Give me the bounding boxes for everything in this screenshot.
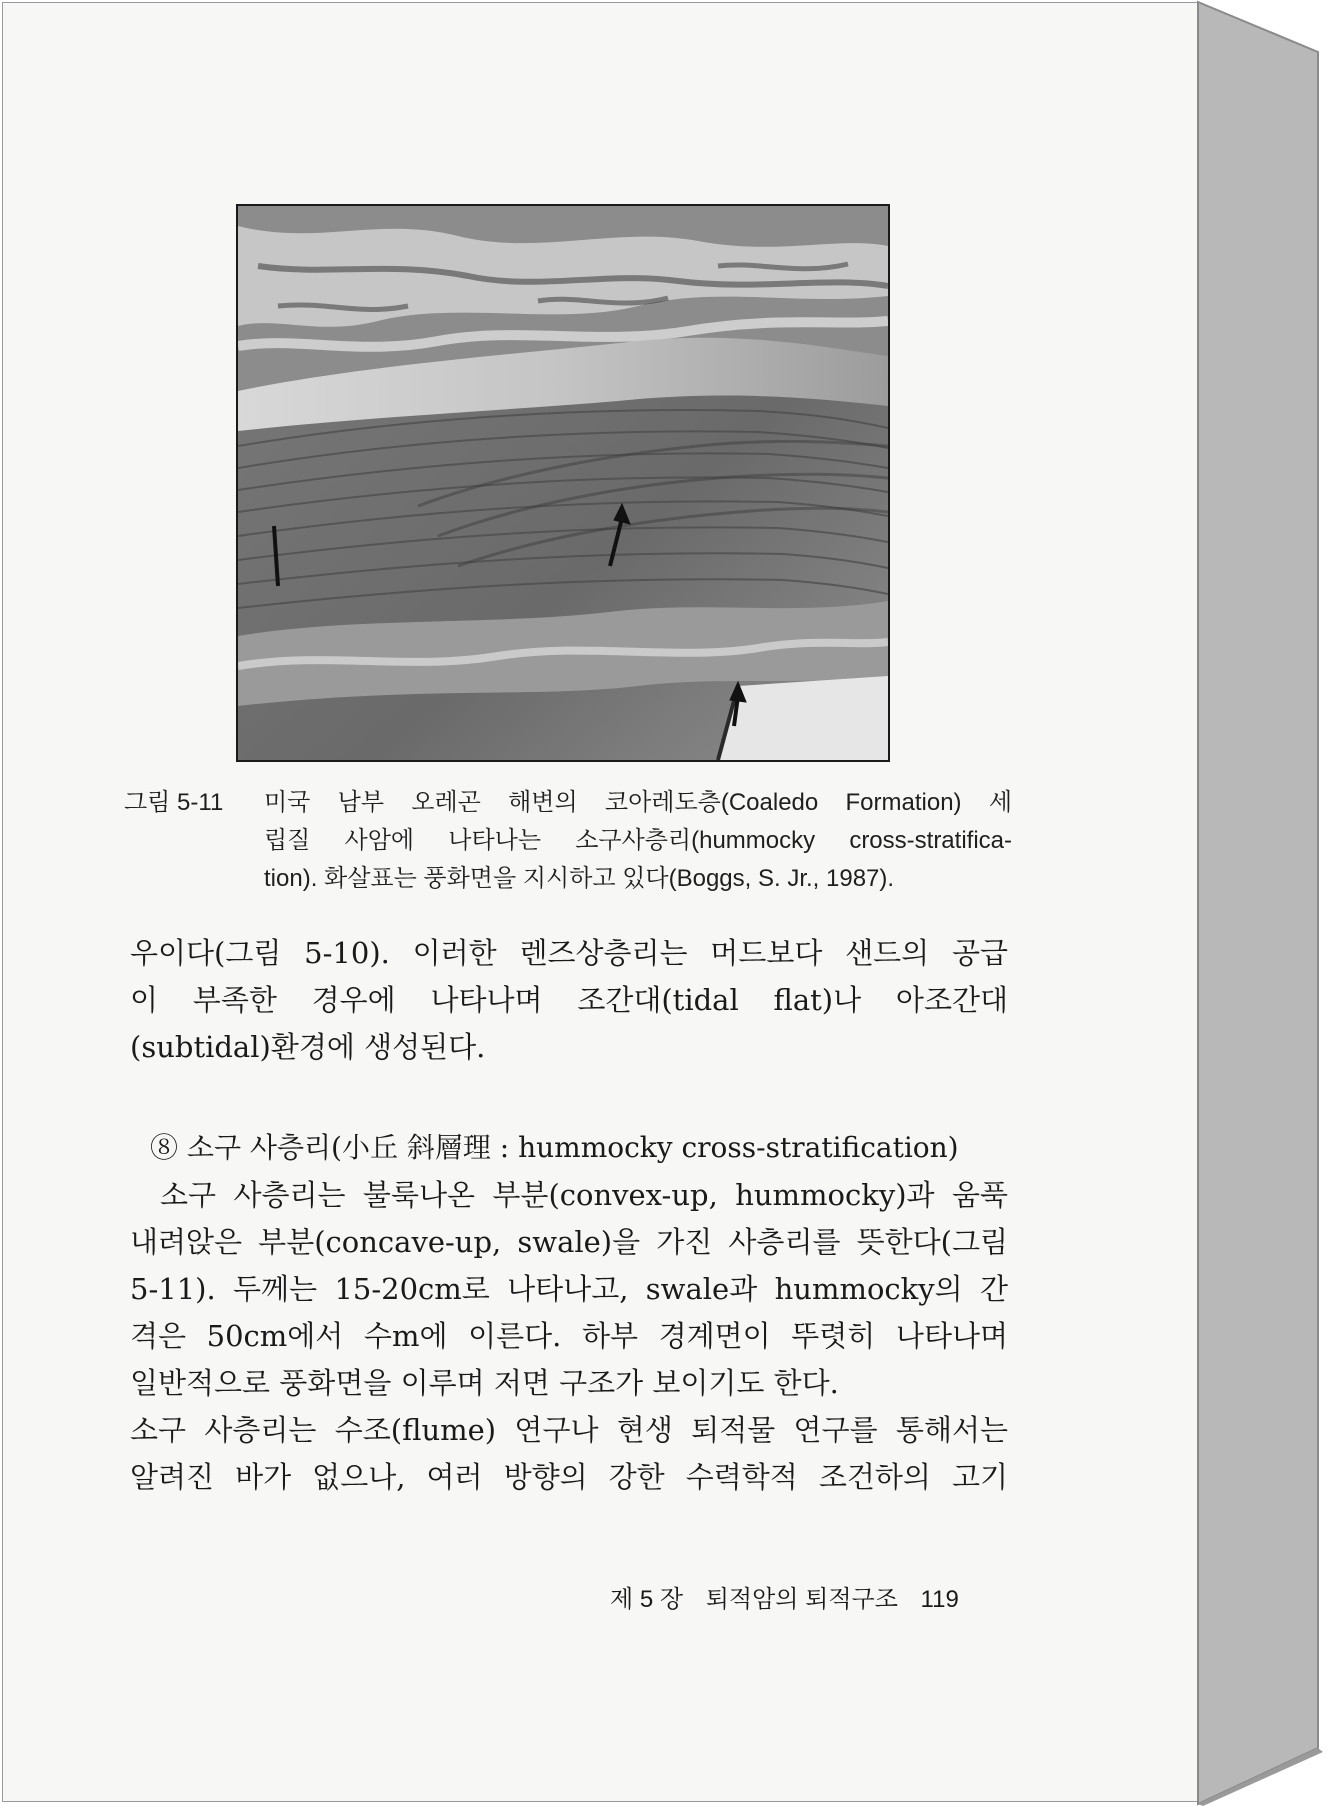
text-line: 우이다(그림 5-10). 이러한 렌즈상층리는 머드보다 샌드의 공급 [130,936,1008,970]
text-line: 격은 50cm에서 수m에 이른다. 하부 경계면이 뚜렷히 나타나며 [130,1319,1008,1353]
text-line: 5-11). 두께는 15-20cm로 나타나고, swale과 hummocky의 간 [130,1272,1008,1306]
page-footer [610,1584,975,1616]
text-line: (subtidal)환경에 생성된다. [130,1030,486,1064]
page-number: 119 [920,1586,959,1613]
footer-title: 퇴적암의 퇴적구조 [705,1586,898,1613]
text-line: 소구 사층리는 불룩나온 부분(convex-up, hummocky)과 움푹 [160,1178,1008,1212]
text-line: 내려앉은 부분(concave-up, swale)을 가진 사층리를 뜻한다(그림 [130,1225,1008,1259]
caption-line: 미국 남부 오레곤 해변의 코아레도층(Coaledo Formation) 세 [264,789,1012,816]
text-line: 소구 사층리는 수조(flume) 연구나 현생 퇴적물 연구를 통해서는 [130,1413,1008,1447]
figure-photo [236,204,890,762]
text-line: 알려진 바가 없으나, 여러 방향의 강한 수력학적 조건하의 고기 [130,1460,1008,1494]
footer-chapter: 제 5 장 [610,1586,684,1613]
section-heading: ⑧ 소구 사층리(小丘 斜層理 : hummocky cross-stratification) [150,1131,959,1164]
text-line: 일반적으로 풍화면을 이루며 저면 구조가 보이기도 한다. [130,1366,839,1400]
paragraph-1 [130,930,1008,1071]
figure-label: 그림 5-11 [124,789,224,816]
text-line: 이 부족한 경우에 나타나며 조간대(tidal flat)나 아조간대 [130,983,1008,1017]
paragraph-2 [130,1172,1008,1501]
caption-line: tion). 화살표는 풍화면을 지시하고 있다(Boggs, S. Jr., 1987). [264,865,895,892]
rock-outcrop-image [238,206,888,760]
caption-line: 립질 사암에 나타나는 소구사층리(hummocky cross-stratifica- [264,827,1012,854]
